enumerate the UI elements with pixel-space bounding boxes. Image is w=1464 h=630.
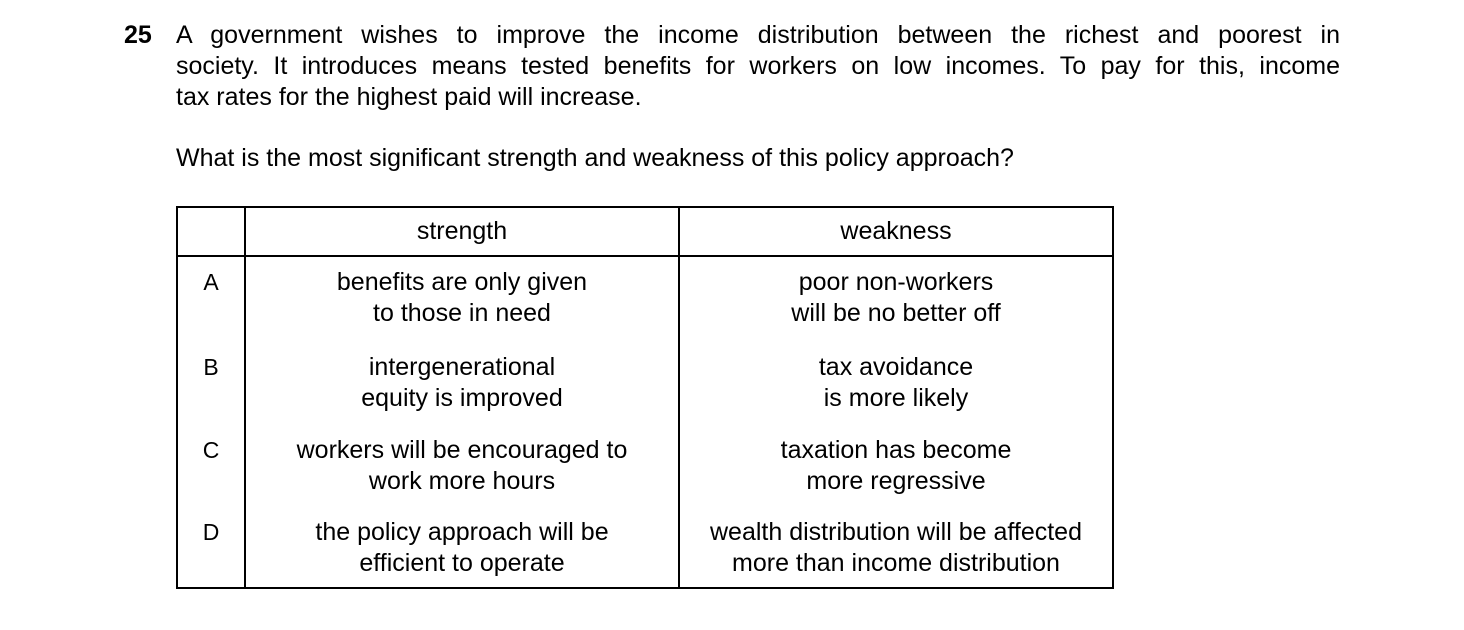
question-prompt: What is the most significant strength and weakness of this policy approach? bbox=[176, 144, 1014, 172]
strength-line: work more hours bbox=[368, 467, 556, 495]
weakness-line: is more likely bbox=[823, 384, 969, 412]
table-header-row bbox=[177, 207, 1113, 256]
stem-line: A government wishes to improve the income distribution between the richest and poorest in bbox=[176, 21, 1340, 49]
question-stem bbox=[176, 20, 1340, 113]
weakness-line: more than income distribution bbox=[732, 549, 1060, 577]
option-row-b bbox=[177, 341, 1113, 424]
option-row-d bbox=[177, 507, 1113, 588]
question-number: 25 bbox=[124, 21, 152, 49]
strength-line: benefits are only given bbox=[336, 268, 588, 296]
option-letter: A bbox=[177, 256, 245, 341]
option-weakness bbox=[679, 256, 1113, 341]
strength-line: workers will be encouraged to bbox=[296, 436, 628, 464]
option-weakness bbox=[679, 341, 1113, 424]
weakness-line: taxation has become bbox=[780, 436, 1012, 464]
strength-line: to those in need bbox=[373, 299, 551, 327]
header-weakness: weakness bbox=[679, 207, 1113, 256]
weakness-line: will be no better off bbox=[791, 299, 1001, 327]
option-weakness bbox=[679, 424, 1113, 507]
header-strength: strength bbox=[245, 207, 679, 256]
option-strength bbox=[245, 424, 679, 507]
option-letter: D bbox=[177, 507, 245, 588]
answer-options-table bbox=[176, 206, 1114, 589]
strength-line: efficient to operate bbox=[359, 549, 565, 577]
option-strength bbox=[245, 341, 679, 424]
option-weakness bbox=[679, 507, 1113, 588]
option-row-a bbox=[177, 256, 1113, 341]
weakness-line: tax avoidance bbox=[818, 353, 974, 381]
option-strength bbox=[245, 256, 679, 341]
strength-line: intergenerational bbox=[368, 353, 556, 381]
weakness-line: wealth distribution will be affected bbox=[710, 518, 1082, 546]
weakness-line: more regressive bbox=[806, 467, 986, 495]
strength-line: equity is improved bbox=[361, 384, 563, 412]
weakness-line: poor non-workers bbox=[798, 268, 994, 296]
strength-line: the policy approach will be bbox=[315, 518, 609, 546]
option-letter: C bbox=[177, 424, 245, 507]
option-strength bbox=[245, 507, 679, 588]
stem-line: tax rates for the highest paid will increase. bbox=[176, 83, 642, 111]
option-letter: B bbox=[177, 341, 245, 424]
stem-line: society. It introduces means tested benefits for workers on low incomes. To pay for this, income bbox=[176, 52, 1340, 80]
option-row-c bbox=[177, 424, 1113, 507]
header-letter-cell bbox=[177, 207, 245, 256]
